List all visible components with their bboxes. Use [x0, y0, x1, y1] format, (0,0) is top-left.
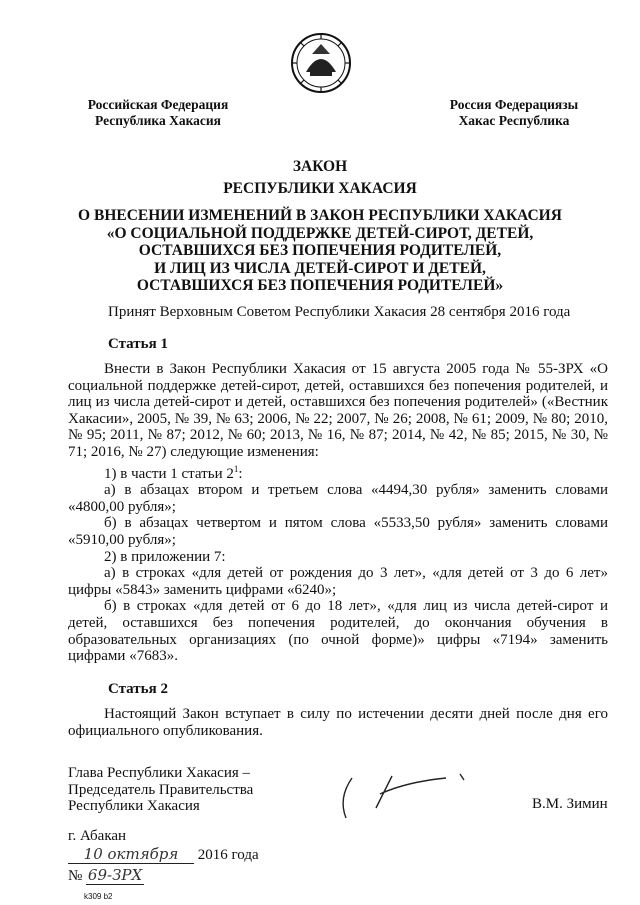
item1-prefix: 1) в части 1 статьи 2 — [104, 465, 234, 482]
coat-of-arms-emblem — [290, 32, 352, 94]
article2-text: Настоящий Закон вступает в силу по истечении десяти дней после дня его официального опубликования. — [68, 706, 608, 739]
signatory-name: В.М. Зимин — [532, 796, 608, 812]
subject-line: ОСТАВШИХСЯ БЕЗ ПОПЕЧЕНИЯ РОДИТЕЛЕЙ, — [138, 242, 502, 259]
header-right-line2: Хакас Республика — [458, 113, 570, 128]
article1-item2a: а) в строках «для детей от рождения до 3 лет», «для детей от 3 до 6 лет» цифры «5843» заменить цифрами «6240»; — [68, 565, 608, 598]
date-handwritten: 10 октября — [68, 845, 194, 864]
signing-date — [68, 845, 259, 864]
number-prefix: № — [68, 868, 83, 884]
signatory-title — [68, 765, 253, 815]
article1-heading: Статья 1 — [108, 336, 168, 352]
signatory-line1: Глава Республики Хакасия – — [68, 765, 251, 781]
document-code: k309 b2 — [84, 892, 113, 901]
item1-superscript: 1 — [233, 463, 239, 474]
signatory-line3: Республики Хакасия — [68, 798, 200, 815]
header-right-line1: Россия Федерациязы — [449, 97, 579, 112]
article1-item2b: б) в строках «для детей от 6 до 18 лет», «для лиц из числа детей-сирот и детей, оставшихся без попечения родителей, до окончания обучения в образовательных организациях (по очной форме)» цифры «7194» заменить цифрами «7683». — [68, 598, 608, 665]
signatory-line2: Председатель Правительства — [68, 781, 254, 798]
doc-title-line1: ЗАКОН — [292, 158, 348, 175]
place-of-signing: г. Абакан — [68, 828, 127, 844]
number-handwritten: 69-ЗРХ — [87, 866, 143, 884]
article1-item1b: б) в абзацах четвертом и пятом слова «5533,50 рубля» заменить словами «5910,00 рубля»; — [68, 515, 608, 548]
law-number — [68, 866, 144, 885]
article2-heading: Статья 2 — [108, 681, 168, 697]
header-left-line2: Республика Хакасия — [95, 113, 221, 128]
article1-item1a: а) в абзацах втором и третьем слова «4494,30 рубля» заменить словами «4800,00 рубля»; — [68, 482, 608, 515]
article2-body — [68, 706, 608, 739]
article1-item2: 2) в приложении 7: — [104, 548, 226, 565]
article1-intro: Внести в Закон Республики Хакасия от 15 августа 2005 года № 55-ЗРХ «О социальной поддержке детей-сирот, детей, оставшихся без попечения родителей, и лиц из числа детей-сирот и детей, оставшихся без попечения родителей» («Вестник Хакасии», 2005, № 39, № 63; 2006, № 22; 2007, № 26; 2008, № 61; 2009, № 80; 2010, № 95; 2011, № 87; 2012, № 60; 2013, № 16, № 87; 2014, № 42, № 85; 2015, № 30, № 71; 2016, № 27) следующие изменения: — [68, 361, 608, 460]
header-left-line1: Российская Федерация — [87, 97, 229, 112]
law-subject — [60, 207, 580, 295]
doc-title-line2: РЕСПУБЛИКИ ХАКАСИЯ — [223, 180, 417, 197]
adoption-note: Принят Верховным Советом Республики Хакасия 28 сентября 2016 года — [108, 304, 571, 320]
item1-suffix: : — [238, 465, 243, 482]
subject-line: О ВНЕСЕНИИ ИЗМЕНЕНИЙ В ЗАКОН РЕСПУБЛИКИ ХАКАСИЯ — [78, 207, 562, 224]
subject-line: «О СОЦИАЛЬНОЙ ПОДДЕРЖКЕ ДЕТЕЙ-СИРОТ, ДЕТЕЙ, — [106, 224, 534, 242]
header-right — [414, 97, 614, 129]
date-suffix: 2016 года — [197, 847, 259, 863]
subject-line: И ЛИЦ ИЗ ЧИСЛА ДЕТЕЙ-СИРОТ И ДЕТЕЙ, — [154, 259, 486, 277]
article1-item1 — [68, 461, 608, 483]
handwritten-signature — [336, 768, 496, 824]
subject-line: ОСТАВШИХСЯ БЕЗ ПОПЕЧЕНИЯ РОДИТЕЛЕЙ» — [136, 277, 504, 294]
header-left — [58, 97, 258, 129]
article1-body — [68, 361, 608, 665]
